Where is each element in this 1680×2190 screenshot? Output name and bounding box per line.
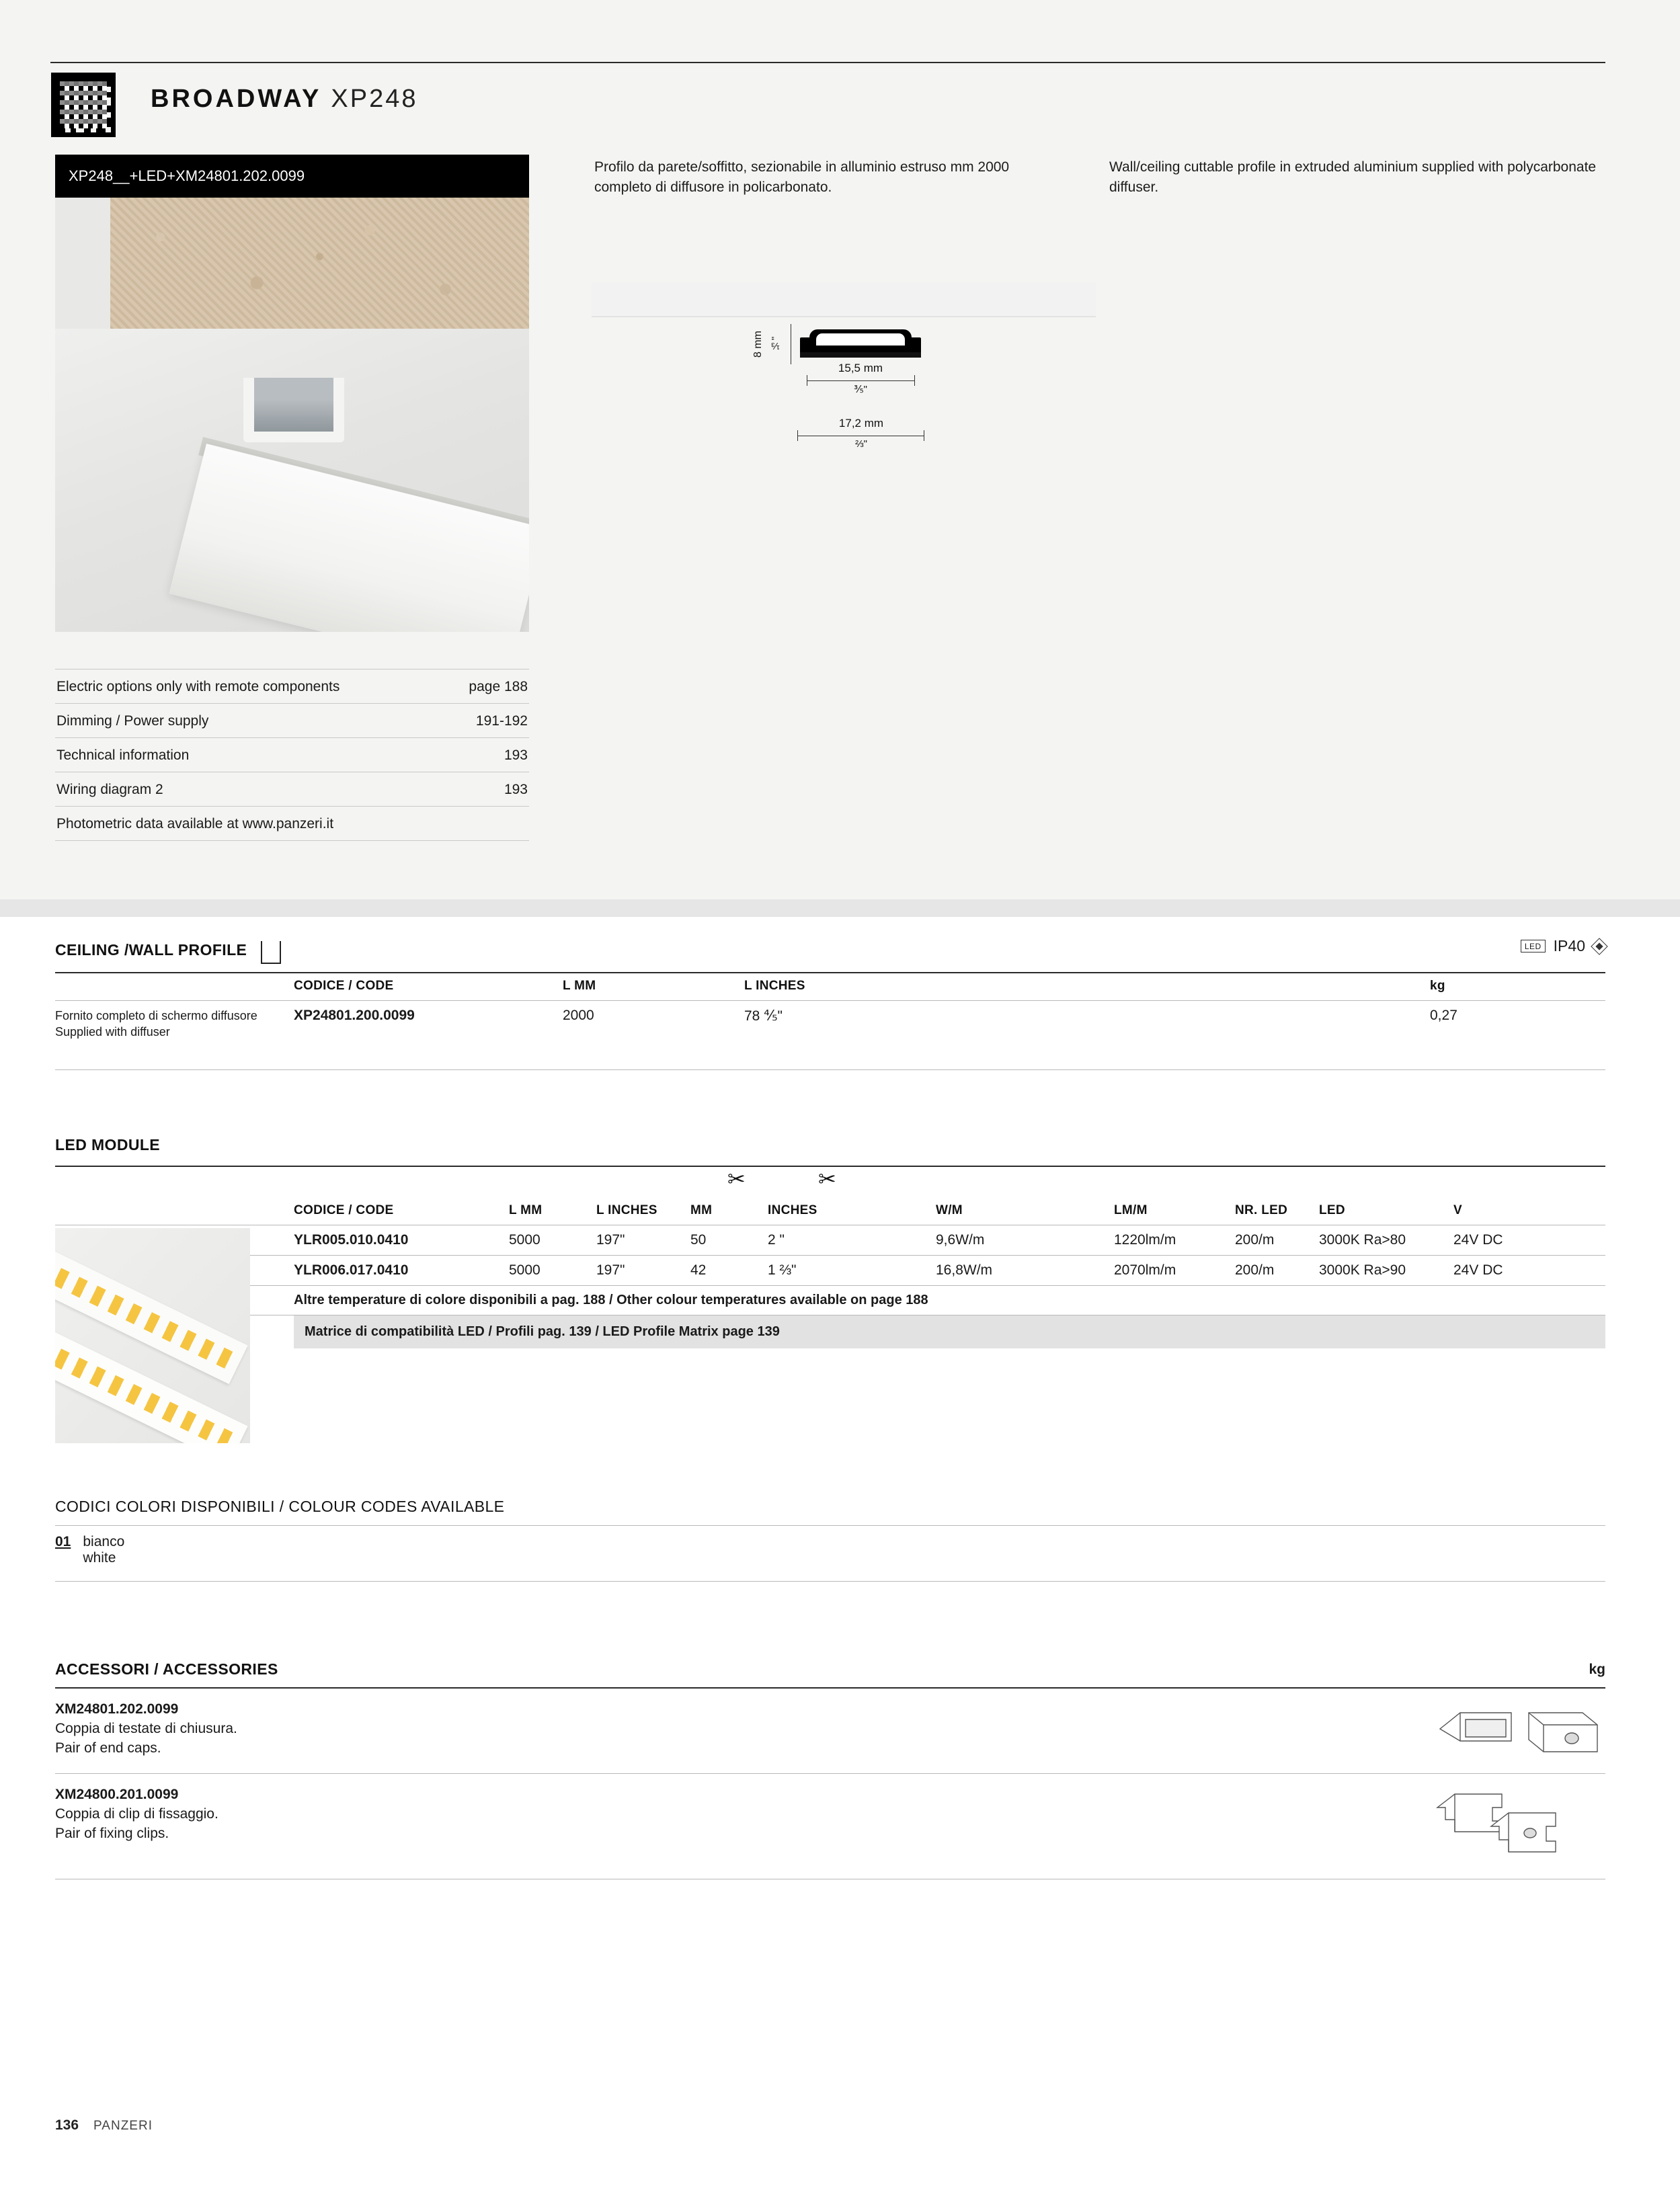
led-strip-photo xyxy=(55,1228,250,1443)
col-l-mm: L MM xyxy=(563,979,596,993)
table-row xyxy=(55,1001,1605,1047)
col-l-mm: L MM xyxy=(509,1203,543,1217)
photo-profile-end xyxy=(243,378,344,442)
link-page: 191-192 xyxy=(475,713,528,729)
link-label: Dimming / Power supply xyxy=(56,713,209,729)
led-cct: 3000K Ra>80 xyxy=(1319,1232,1406,1248)
accessory-desc-it: Coppia di clip di fissaggio. xyxy=(55,1806,218,1822)
list-item[interactable] xyxy=(55,669,529,704)
led-code: YLR006.017.0410 xyxy=(294,1262,409,1278)
accessory-item xyxy=(55,1774,1605,1879)
drawing-width1-inches: ⅗" xyxy=(854,384,867,395)
profile-table xyxy=(55,973,1605,1047)
led-cut-inches: 1 ⅔" xyxy=(768,1262,797,1278)
profile-note-it: Fornito completo di schermo diffusore xyxy=(55,1009,257,1022)
reference-links xyxy=(55,669,529,841)
accessory-desc-en: Pair of end caps. xyxy=(55,1740,161,1756)
led-voltage: 24V DC xyxy=(1453,1232,1503,1248)
led-l-mm: 5000 xyxy=(509,1262,541,1278)
end-caps-icon xyxy=(1431,1699,1605,1767)
table-note-row xyxy=(55,1286,1605,1315)
led-nr: 200/m xyxy=(1235,1262,1275,1278)
profile-l-inches: 78 ⅘" xyxy=(744,1008,783,1024)
scissors-icon: ✂ xyxy=(818,1167,836,1191)
list-item[interactable] xyxy=(55,772,529,807)
col-lmm: LM/M xyxy=(1114,1203,1148,1217)
colour-codes-section xyxy=(55,1498,1605,1582)
ip-rating-label: IP40 xyxy=(1553,937,1585,955)
drawing-width2-inches: ⅔" xyxy=(855,438,867,450)
qr-code-icon xyxy=(51,73,116,137)
drawing-height-label xyxy=(750,324,767,364)
col-nr-led: NR. LED xyxy=(1235,1203,1288,1217)
led-voltage: 24V DC xyxy=(1453,1262,1503,1278)
list-item[interactable] xyxy=(55,704,529,738)
led-wm: 9,6W/m xyxy=(936,1232,985,1248)
description-english: Wall/ceiling cuttable profile in extruded aluminium supplied with polycarbonate diffuser. xyxy=(1109,159,1597,195)
profile-bottom-rule xyxy=(55,1069,1605,1070)
profile-kg: 0,27 xyxy=(1430,1008,1457,1023)
link-page: 193 xyxy=(504,782,528,797)
led-chip-icon: LED xyxy=(1521,940,1546,952)
fixing-clips-icon xyxy=(1431,1785,1605,1872)
brand-name: BROADWAY xyxy=(151,85,322,113)
colour-codes-title: CODICI COLORI DISPONIBILI / COLOUR CODES AVAILABLE xyxy=(55,1498,505,1515)
drawing-height-mm: 8 mm xyxy=(752,331,764,358)
led-cct: 3000K Ra>90 xyxy=(1319,1262,1406,1278)
drawing-profile-section xyxy=(800,329,921,358)
class-ii-icon xyxy=(1591,938,1607,955)
drawing-profile-base xyxy=(800,352,921,358)
drawing-width1-mm: 15,5 mm xyxy=(838,362,883,374)
profile-row-note xyxy=(55,1001,294,1047)
colour-code-names xyxy=(83,1534,124,1566)
colour-name-en: white xyxy=(83,1550,116,1566)
drawing-height-inches: ⅓" xyxy=(770,336,781,352)
product-photo-caption: XP248__+LED+XM24801.202.0099 xyxy=(55,155,529,198)
led-temperature-note: Altre temperature di colore disponibili a pag. 188 / Other colour temperatures available on page 188 xyxy=(294,1293,928,1307)
led-lmm: 1220lm/m xyxy=(1114,1232,1176,1248)
profile-section xyxy=(55,937,1605,1070)
page-title xyxy=(151,85,418,114)
link-label: Technical information xyxy=(56,747,190,763)
col-cut-inches: INCHES xyxy=(768,1203,817,1217)
section-divider-band xyxy=(0,899,1680,917)
accessory-item xyxy=(55,1689,1605,1773)
table-row xyxy=(55,1256,1605,1285)
led-code: YLR005.010.0410 xyxy=(294,1232,409,1248)
page-footer xyxy=(55,2117,153,2134)
accessory-text xyxy=(55,1785,218,1872)
profile-shape-icon xyxy=(261,941,281,964)
description-italian: Profilo da parete/soffitto, sezionabile in alluminio estruso mm 2000 completo di diffusore in policarbonato. xyxy=(594,159,1010,195)
accessories-kg-header: kg xyxy=(1589,1662,1605,1677)
profile-code: XP24801.200.0099 xyxy=(294,1008,415,1023)
table-header-row xyxy=(55,1198,1605,1225)
col-wm: W/M xyxy=(936,1203,963,1217)
link-label: Photometric data available at www.panzeri.it xyxy=(56,816,334,832)
col-l-inches: L INCHES xyxy=(596,1203,657,1217)
profile-section-title: CEILING /WALL PROFILE xyxy=(55,941,247,959)
led-l-inches: 197" xyxy=(596,1232,625,1248)
col-l-inches: L INCHES xyxy=(744,979,805,993)
profile-note-en: Supplied with diffuser xyxy=(55,1025,170,1039)
accessories-title: ACCESSORI / ACCESSORIES xyxy=(55,1660,278,1678)
col-led: LED xyxy=(1319,1203,1345,1217)
colour-name-it: bianco xyxy=(83,1534,125,1549)
led-module-table xyxy=(55,1198,1605,1315)
drawing-width1-line xyxy=(807,380,914,381)
brand-model: XP248 xyxy=(331,85,418,113)
led-l-mm: 5000 xyxy=(509,1232,541,1248)
accessory-text xyxy=(55,1699,237,1767)
drawing-width2-mm: 17,2 mm xyxy=(838,417,884,430)
col-code: CODICE / CODE xyxy=(294,979,394,993)
led-nr: 200/m xyxy=(1235,1232,1275,1248)
photo-stone-wall xyxy=(110,198,529,329)
list-item[interactable] xyxy=(55,807,529,841)
product-photo xyxy=(55,155,529,632)
led-cut-mm: 50 xyxy=(690,1232,707,1248)
accessory-code: XM24801.202.0099 xyxy=(55,1701,179,1717)
technical-drawing xyxy=(592,282,1103,504)
scissors-icon: ✂ xyxy=(727,1167,746,1191)
col-kg: kg xyxy=(1430,979,1445,993)
list-item[interactable] xyxy=(55,738,529,772)
page-number: 136 xyxy=(55,2117,79,2133)
profile-l-mm: 2000 xyxy=(563,1008,594,1023)
link-page: 193 xyxy=(504,747,528,763)
accessory-desc-it: Coppia di testate di chiusura. xyxy=(55,1721,237,1736)
col-v: V xyxy=(1453,1203,1462,1217)
accessory-desc-en: Pair of fixing clips. xyxy=(55,1826,169,1841)
header-rule xyxy=(50,62,1605,63)
led-wm: 16,8W/m xyxy=(936,1262,993,1278)
accessories-section xyxy=(55,1660,1605,1879)
col-cut-mm: MM xyxy=(690,1203,713,1217)
colour-codes-rule-bottom xyxy=(55,1581,1605,1582)
led-l-inches: 197" xyxy=(596,1262,625,1278)
led-lmm: 2070lm/m xyxy=(1114,1262,1176,1278)
led-cut-mm: 42 xyxy=(690,1262,707,1278)
table-row xyxy=(55,1225,1605,1255)
link-label: Wiring diagram 2 xyxy=(56,782,163,797)
accessory-code: XM24800.201.0099 xyxy=(55,1787,179,1802)
led-module-section xyxy=(55,1136,1605,1348)
company-name: PANZERI xyxy=(93,2119,153,2133)
colour-code-number: 01 xyxy=(55,1534,71,1549)
link-label: Electric options only with remote components xyxy=(56,679,340,694)
led-module-title: LED MODULE xyxy=(55,1136,161,1153)
ip-rating-badge xyxy=(1521,937,1605,955)
colour-code-item xyxy=(55,1526,1605,1570)
link-page: page 188 xyxy=(469,679,528,694)
drawing-ceiling xyxy=(592,282,1096,317)
table-header-row xyxy=(55,973,1605,1000)
led-matrix-banner[interactable]: Matrice di compatibilità LED / Profili pag. 139 / LED Profile Matrix page 139 xyxy=(294,1315,1605,1348)
col-code: CODICE / CODE xyxy=(294,1203,394,1217)
drawing-profile-inner xyxy=(816,333,905,346)
led-cut-inches: 2 " xyxy=(768,1232,785,1248)
